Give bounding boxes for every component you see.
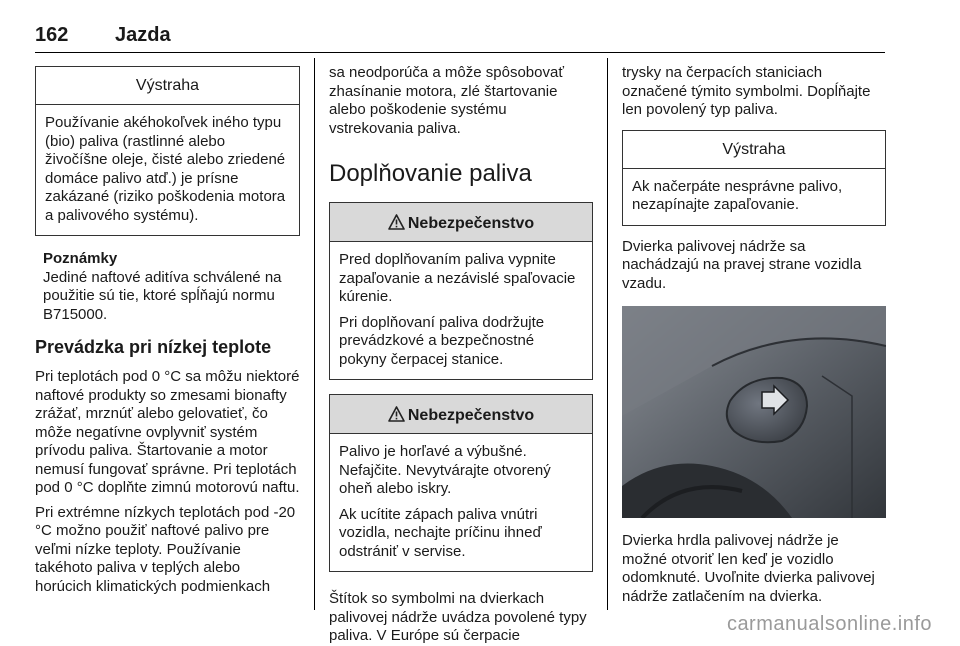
page-number: 162 bbox=[35, 24, 69, 46]
paragraph-continuation: sa neodporúča a môže spôsobovať zhasínanie motora, zlé štartovanie alebo poškodenie systému vstrekovania paliva. bbox=[329, 64, 564, 137]
danger-box-2-text-1: Palivo je horľavé a výbušné. Nefajčite. Nevytvárajte otvorený oheň alebo iskry. bbox=[339, 443, 551, 497]
warning-triangle-icon bbox=[388, 214, 405, 230]
warning-box bbox=[35, 66, 300, 236]
warning-box-fuel bbox=[622, 130, 886, 226]
warning-box-fuel-title: Výstraha bbox=[623, 131, 885, 169]
column-1 bbox=[35, 58, 300, 596]
danger-box-1-header bbox=[330, 203, 592, 242]
danger-box-1-text-2: Pri doplňovaní paliva dodržujte prevádzkové a bezpečnostné pokyny čerpacej stanice. bbox=[339, 313, 545, 368]
column-divider-1 bbox=[314, 58, 315, 610]
danger-box-2-title: Nebezpečenstvo bbox=[407, 407, 535, 424]
warning-box-fuel-text: Ak načerpáte nesprávne palivo, nezapínajte zapaľovanie. bbox=[632, 177, 843, 213]
note-block bbox=[35, 250, 300, 324]
section-heading-refuelling: Doplňovanie paliva bbox=[329, 160, 532, 187]
danger-box-1-title: Nebezpečenstvo bbox=[407, 215, 535, 232]
column-2 bbox=[329, 58, 593, 646]
warning-box-title: Výstraha bbox=[36, 67, 299, 105]
paragraph-fuel-door-open: Dvierka hrdla palivovej nádrže je možné otvoriť len keď je vozidlo odomknuté. Uvoľnite dvierka palivovej nádrže zatlačením na dvierka. bbox=[622, 532, 875, 605]
paragraph-low-temperature-1: Pri teplotách pod 0 °C sa môžu niektoré naftové produkty so zmesami bionafty zrážať, mrznúť alebo gelovatieť, čo môže negatívne ovplyvniť systém prívodu paliva. Štartovanie a motor nemusí fungovať správne. Pri teplotách pod 0 °C doplňte zimnú motorovú naftu. bbox=[35, 368, 300, 496]
danger-box-2 bbox=[329, 394, 593, 572]
fuel-door-photo bbox=[622, 306, 886, 518]
paragraph-fuel-door-location: Dvierka palivovej nádrže sa nachádzajú na pravej strane vozidla vzadu. bbox=[622, 237, 862, 292]
danger-box-1 bbox=[329, 202, 593, 380]
warning-triangle-icon bbox=[388, 406, 405, 422]
page-title: Jazda bbox=[115, 24, 171, 46]
paragraph-low-temperature-2: Pri extrémne nízkych teplotách pod -20 °C možno použiť naftové palivo pre veľmi nízke teploty. Používanie takéhoto paliva v teplých alebo horúcich klimatických podmienkach bbox=[35, 503, 296, 595]
paragraph-continuation-3: trysky na čerpacích staniciach označené týmito symbolmi. Dopĺňajte len povolený typ paliva. bbox=[622, 64, 871, 118]
note-title: Poznámky bbox=[43, 250, 118, 267]
watermark: carmanualsonline.info bbox=[726, 613, 932, 635]
note-text: Jediné naftové aditíva schválené na použitie sú tie, ktoré spĺňajú normu B715000. bbox=[43, 268, 282, 323]
danger-box-2-header bbox=[330, 395, 592, 434]
column-divider-2 bbox=[607, 58, 608, 610]
column-3 bbox=[622, 58, 886, 606]
danger-box-2-text-2: Ak ucítite zápach paliva vnútri vozidla, nechajte príčinu ihneď odstrániť v servise. bbox=[339, 505, 542, 560]
section-heading-low-temperature: Prevádzka pri nízkej teplote bbox=[35, 337, 272, 357]
car-fuel-door-illustration bbox=[622, 306, 886, 518]
page-header bbox=[35, 22, 885, 53]
danger-box-1-text-1: Pred doplňovaním paliva vypnite zapaľovanie a nezávislé spaľovacie kúrenie. bbox=[339, 251, 576, 305]
paragraph-fuel-label: Štítok so symbolmi na dvierkach palivovej nádrže uvádza povolené typy paliva. V Európe sú čerpacie bbox=[329, 590, 587, 644]
warning-box-text: Používanie akéhokoľvek iného typu (bio) paliva (rastlinné alebo živočíšne oleje, čisté alebo zriedené domáce palivo atď.) je prísne zakázané (riziko poškodenia motora a palivového systému). bbox=[45, 114, 286, 224]
